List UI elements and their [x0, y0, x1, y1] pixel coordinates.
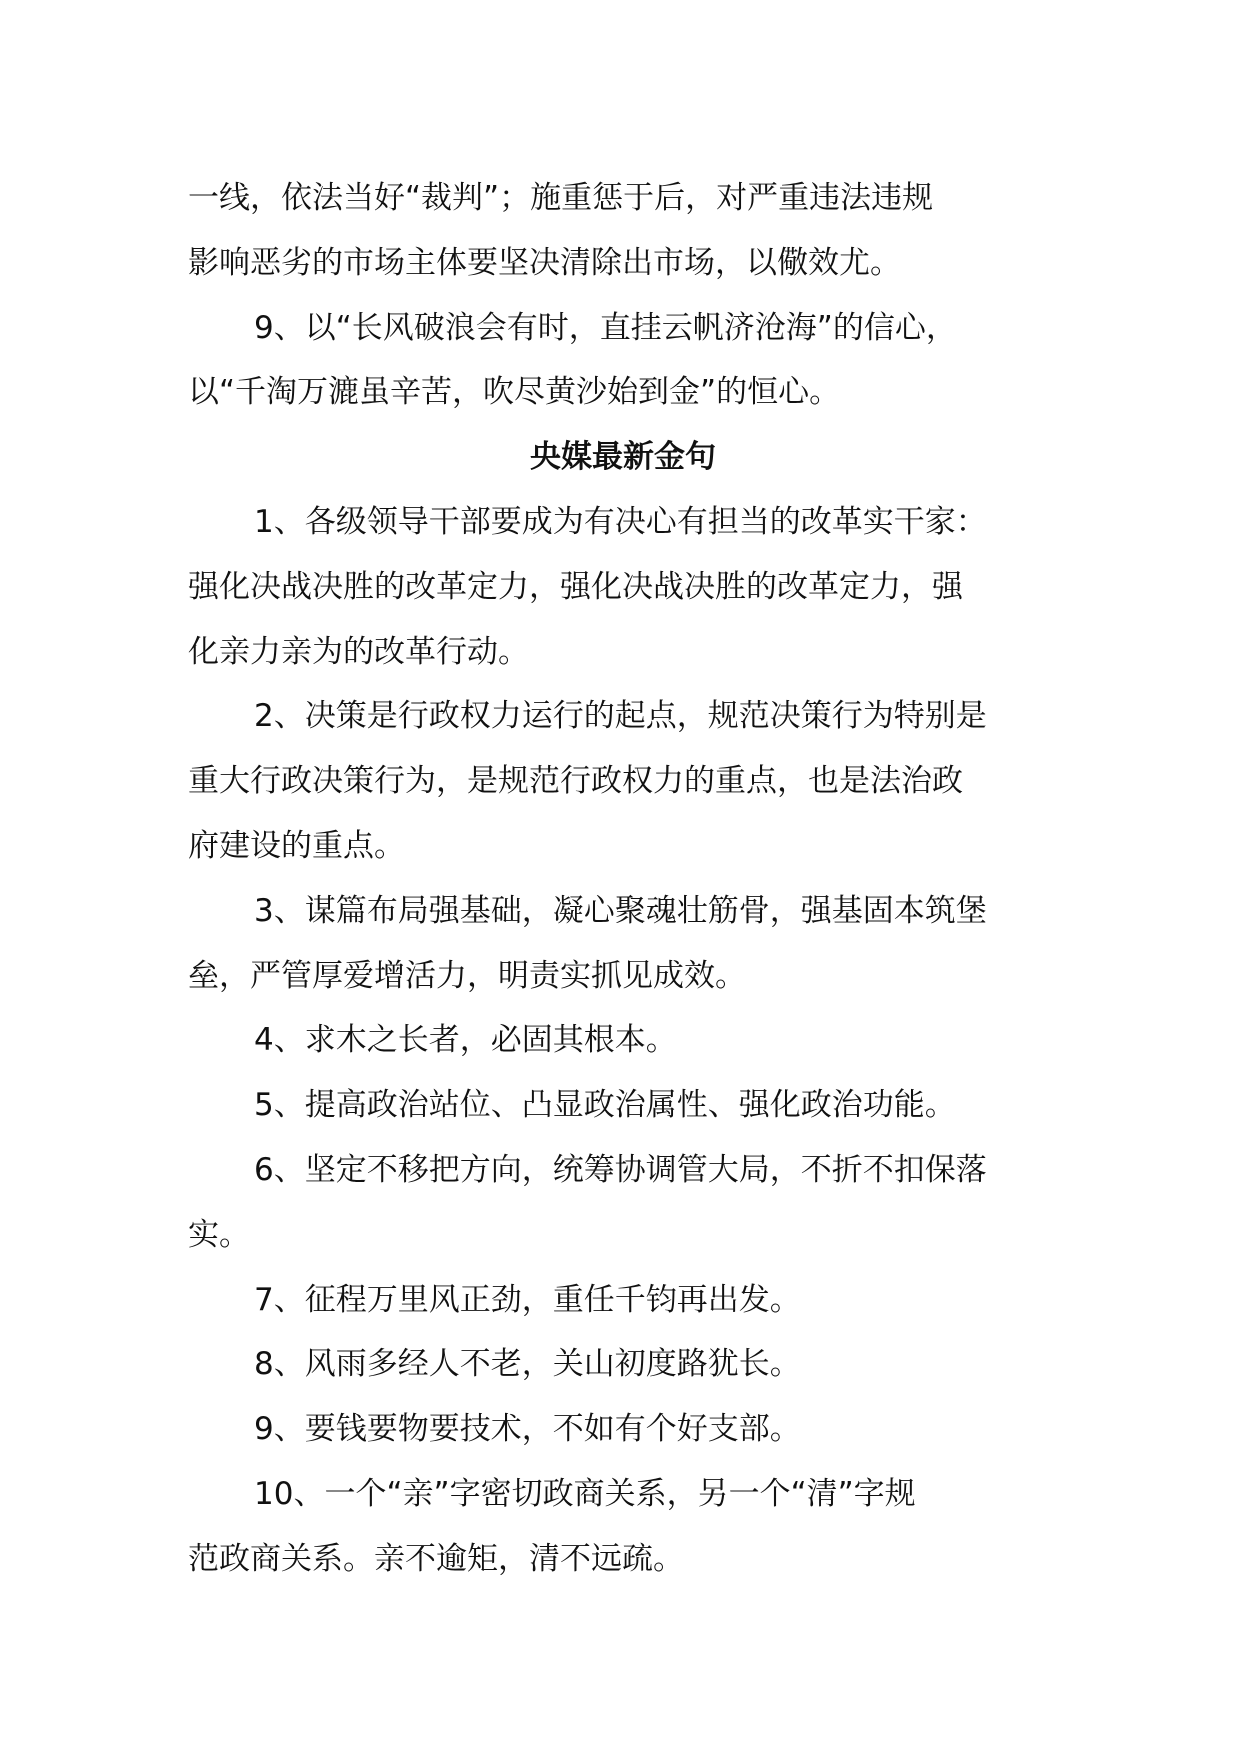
list-item: [188, 684, 1058, 878]
text-line: 3、谋篇布局强基础，凝心聚魂壮筋骨，强基固本筑堡: [254, 892, 987, 929]
text-line: 以“千淘万漉虽辛苦，吹尽黄沙始到金”的恒心。: [188, 374, 841, 411]
document-body: [188, 166, 1058, 1592]
section-heading: 央媒最新金句: [530, 439, 716, 476]
text-line: 2、决策是行政权力运行的起点，规范决策行为特别是: [254, 698, 987, 735]
list-item: [188, 1138, 1058, 1268]
list-item: [188, 1268, 1058, 1333]
text-line: 一线，依法当好“裁判”；施重惩于后，对严重违法违规: [188, 180, 934, 216]
list-item: [188, 879, 1058, 1009]
text-line: 化亲力亲为的改革行动。: [188, 633, 529, 670]
text-line: 影响恶劣的市场主体要坚决清除出市场，以儆效尤。: [188, 244, 901, 281]
text-line: 垒，严管厚爱增活力，明责实抓见成效。: [188, 957, 746, 994]
list-item: [188, 490, 1058, 684]
text-line: 9、以“长风破浪会有时，直挂云帆济沧海”的信心，: [254, 309, 957, 346]
list-item: [188, 1397, 1058, 1462]
text-line: 重大行政决策行为，是规范行政权力的重点，也是法治政: [188, 763, 963, 800]
text-line: 5、提高政治站位、凸显政治属性、强化政治功能。: [254, 1087, 956, 1124]
text-line: 强化决战决胜的改革定力，强化决战决胜的改革定力，强: [188, 568, 963, 605]
item-9-paragraph: [188, 296, 1058, 426]
text-line: 4、求木之长者，必固其根本。: [254, 1022, 677, 1059]
text-line: 实。: [188, 1216, 250, 1253]
text-line: 府建设的重点。: [188, 827, 405, 864]
list-item: [188, 1073, 1058, 1138]
intro-paragraph: [188, 166, 1058, 296]
text-line: 9、要钱要物要技术，不如有个好支部。: [254, 1411, 801, 1448]
list-item: [188, 1332, 1058, 1397]
list-item: [188, 1462, 1058, 1592]
text-line: 7、征程万里风正劲，重任千钧再出发。: [254, 1281, 801, 1318]
text-line: 8、风雨多经人不老，关山初度路犹长。: [254, 1346, 801, 1383]
text-line: 范政商关系。亲不逾矩，清不远疏。: [188, 1540, 684, 1577]
list-item: [188, 1008, 1058, 1073]
text-line: 10、一个“亲”字密切政商关系，另一个“清”字规: [254, 1475, 916, 1512]
text-line: 6、坚定不移把方向，统筹协调管大局，不折不扣保落: [254, 1151, 987, 1188]
text-line: 1、各级领导干部要成为有决心有担当的改革实干家：: [254, 503, 987, 540]
